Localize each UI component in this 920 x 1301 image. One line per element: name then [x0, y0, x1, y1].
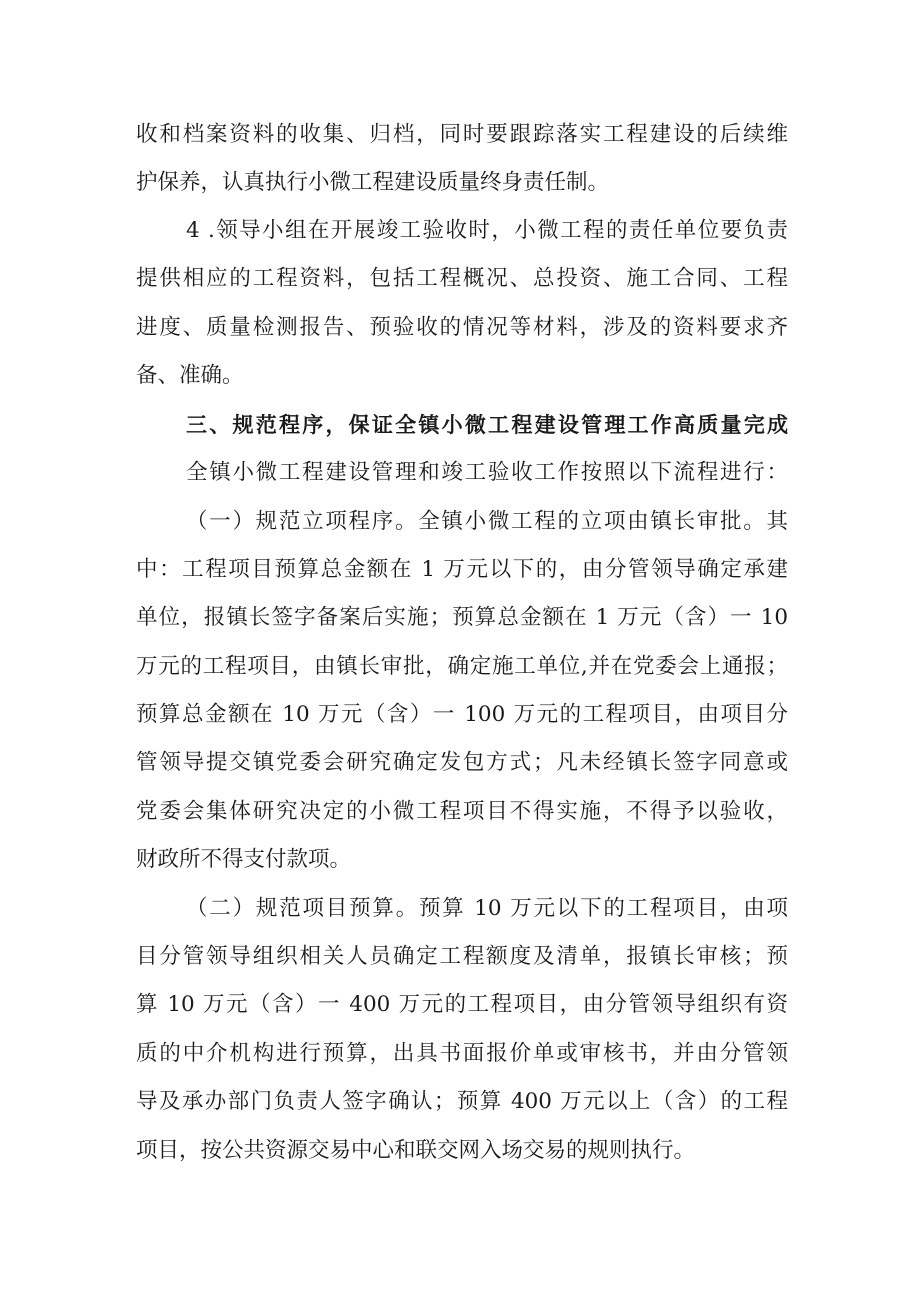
text-line: （一）规范立项程序。全镇小微工程的立项由镇长审批。其 [186, 509, 788, 534]
text-line: 目分管领导组织相关人员确定工程额度及清单，报镇长审核；预 [136, 944, 788, 969]
text-line: 万元的工程项目，由镇长审批，确定施工单位,并在党委会上通报； [136, 654, 788, 679]
section-heading: 三、规范程序，保证全镇小微工程建设管理工作高质量完成 [186, 413, 788, 437]
text-line: 导及承办部门负责人签字确认；预算 400 万元以上（含）的工程 [136, 1089, 788, 1114]
text-line: 质的中介机构进行预算，出具书面报价单或审核书，并由分管领 [136, 1041, 788, 1066]
text-line: 单位，报镇长签字备案后实施；预算总金额在 1 万元（含）一 10 [136, 605, 788, 630]
text-line: 4 .领导小组在开展竣工验收时，小微工程的责任单位要负责 [186, 218, 788, 243]
text-line: 护保养，认真执行小微工程建设质量终身责任制。 [136, 170, 610, 195]
text-line: （二）规范项目预算。预算 10 万元以下的工程项目，由项 [186, 896, 788, 921]
text-line: 党委会集体研究决定的小微工程项目不得实施，不得予以验收， [136, 799, 788, 824]
text-line: 提供相应的工程资料，包括工程概况、总投资、施工合同、工程 [136, 266, 788, 291]
text-line: 管领导提交镇党委会研究确定发包方式；凡未经镇长签字同意或 [136, 750, 788, 775]
text-line: 中：工程项目预算总金额在 1 万元以下的，由分管领导确定承建 [136, 557, 788, 582]
text-line: 预算总金额在 10 万元（含）一 100 万元的工程项目，由项目分 [136, 702, 788, 727]
text-line: 收和档案资料的收集、归档，同时要跟踪落实工程建设的后续维 [136, 122, 788, 147]
text-line: 项目，按公共资源交易中心和联交网入场交易的规则执行。 [136, 1138, 696, 1163]
text-line: 备、准确。 [136, 363, 244, 388]
text-line: 全镇小微工程建设管理和竣工验收工作按照以下流程进行： [186, 460, 788, 485]
text-line: 算 10 万元（含）一 400 万元的工程项目，由分管领导组织有资 [136, 992, 788, 1017]
text-line: 财政所不得支付款项。 [136, 847, 352, 872]
text-line: 进度、质量检测报告、预验收的情况等材料，涉及的资料要求齐 [136, 315, 788, 340]
